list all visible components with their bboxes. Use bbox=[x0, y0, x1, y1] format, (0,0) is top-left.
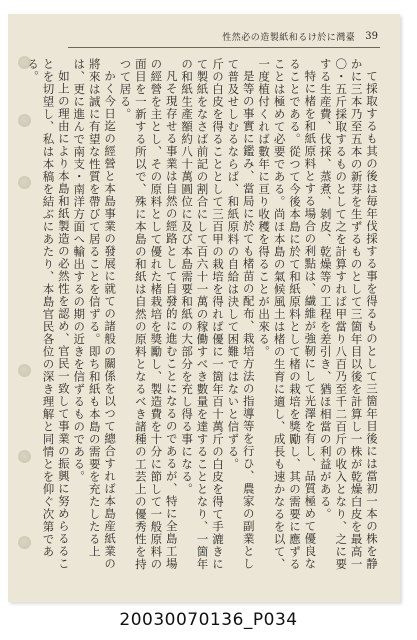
header-rule bbox=[68, 47, 380, 48]
paragraph: 如上の理由により本島和紙製造の必然性を認め、官民一致して事業の振興に努めらるることを切望し、私は本稿を結ぶにあたり、本島官民各位の深き理解と同情とを仰ぐ次第である。 bbox=[26, 58, 71, 570]
running-title: 性然必の造製紙和るけ於に灣臺 bbox=[222, 33, 356, 43]
document-page bbox=[8, 14, 400, 602]
paragraph: 凡そ現存せる事業は自然の經路として自發的に進むことになるのであるが、特に全島工場の經營を主とし、その原料として優れた楮栽培を獎勵し、製造費を十分に節して一般原料の面目を一新する所以で、殊に本島の和紙は自然の原料となるべき諸種の工芸上の優秀性を持つて居る。 bbox=[118, 58, 179, 571]
paragraph: かく今日迄の經營と本島事業の發展に就ての諸般の關係を以つて總合すれば本島産紙業の將來は誠に有望な性質を帶びて居ることを信ずる。即ち和紙も本島の需要を充たしたる上は、更に進んで南支・南洋方面へ輸出するの期の近きを信ずるものである。 bbox=[72, 58, 118, 570]
page-header bbox=[222, 30, 378, 43]
paragraph: 特に楮を和紙原料とする場合の利點は、繊維が強靭にして光澤を有し、品質極めて優良なることである。從つて今後本島に於て和紙原料として楮の栽培を獎勵し、其の需要に應ずることは極めて必要である。尚ほ本島の氣候風土は楮の生育に適し、成長も速かなるを以て、一度植付くれば數年に亘り收穫を得ることが出來る。 bbox=[257, 58, 318, 571]
page-number: 39 bbox=[365, 31, 378, 42]
paragraph: 是等の事實に鑑み、當局に於ても楮苗の配布、栽培方法の指導等を行ひ、農家の副業として普及せしむるならば、和紙原料の自給は決して困難ではないと信ずる。 bbox=[226, 58, 256, 570]
paragraph: 斤の白皮を得ることとして三百甲の栽培を得れば優に一箇年百十萬斤の白皮を得て手漉きにて製紙をなさば前記の割合にして百六十一萬の稼働すべき數量を達することとなり、一箇年の和紙生產額約八十萬圓位に及び本島需要和紙の大部分を充し得る事になる。 bbox=[180, 58, 225, 571]
vertical-text-body bbox=[26, 58, 379, 578]
image-caption: 20030070136_P034 bbox=[119, 610, 298, 630]
paragraph: て採取するも其の後は毎年伐採する事を得るものとして三箇年目後には當初一本の株を静かに三本乃至五本の新芽を生ずるものとして三箇年目以後を計算し一株が乾燥白皮を最高一〇・五斤採取するものとして之を計算すれば甲當り八百乃至千二百斤の收入となり、之に要する生産費、伐採、蒸煮、剝皮、乾燥等の工程を差引き、猶ほ相當の利益がある。 bbox=[318, 58, 379, 571]
